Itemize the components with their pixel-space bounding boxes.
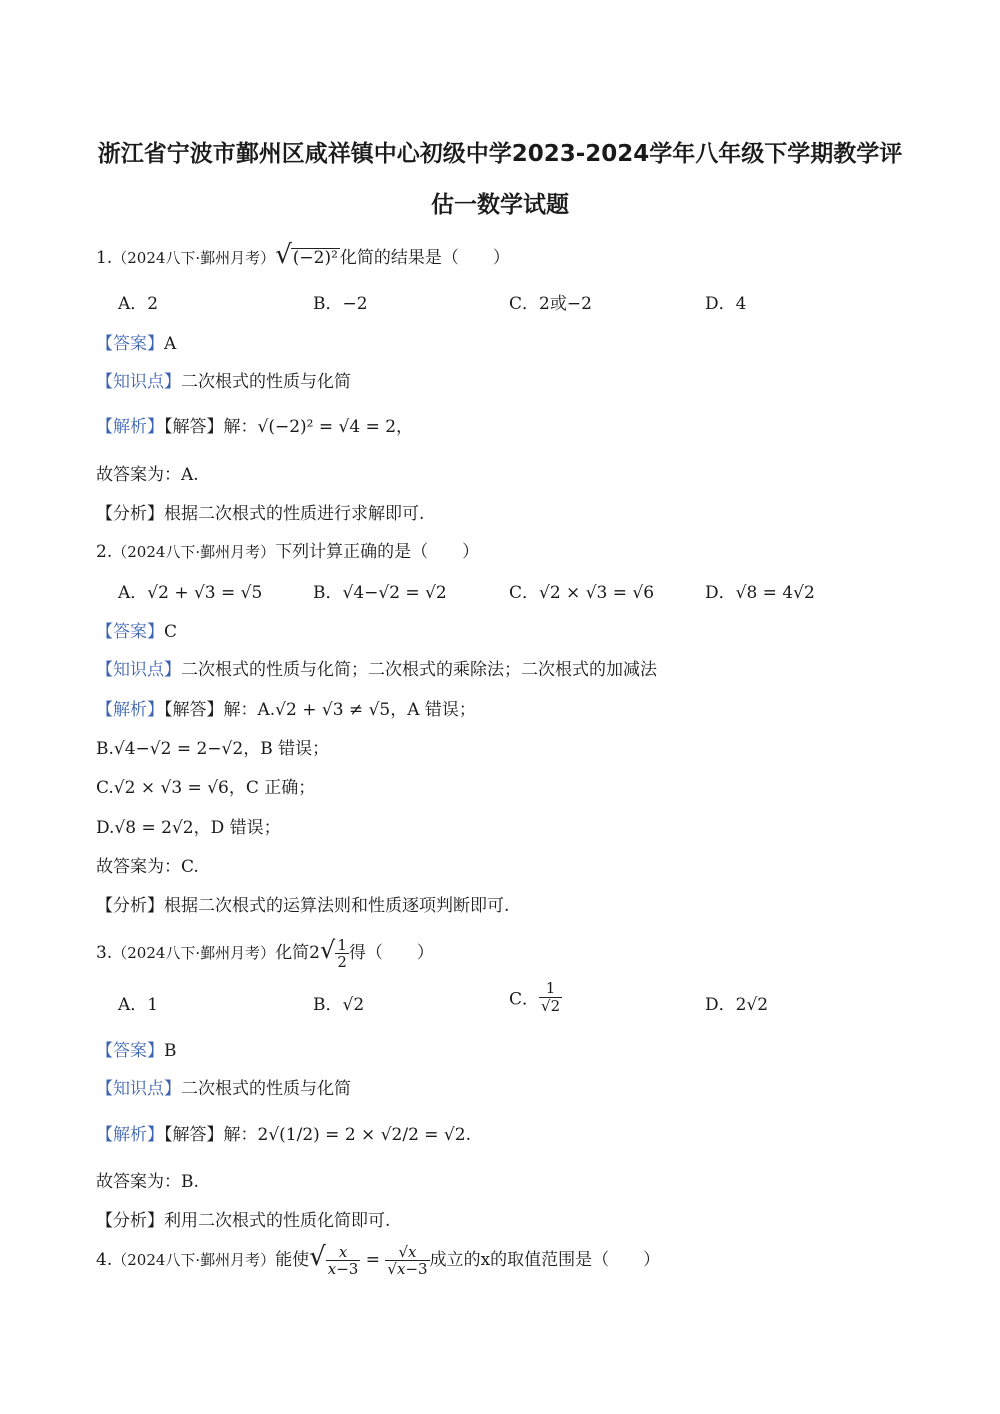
q2-solution-d: D.√8 = 2√2，D 错误； xyxy=(96,818,281,838)
q2-solution-c: C.√2 × √3 = √6，C 正确； xyxy=(96,778,316,798)
q3-conclusion: 故答案为：B. xyxy=(96,1172,199,1192)
q3-option-a: A．1 xyxy=(118,995,159,1015)
q1-option-b: B．−2 xyxy=(313,294,368,314)
document-title-line2: 估一数学试题 xyxy=(431,192,569,218)
q2-solution-b: B.√4−√2 = 2−√2，B 错误； xyxy=(96,739,330,759)
q2-knowledge: 【知识点】二次根式的性质与化简；二次根式的乘除法；二次根式的加减法 xyxy=(96,660,657,680)
question-stem: 化简的结果是（ ） xyxy=(339,248,510,268)
q3-analysis: 【分析】利用二次根式的性质化简即可. xyxy=(96,1211,391,1231)
q2-solution-a: 【解析】【解答】解：A.√2 + √3 ≠ √5，A 错误； xyxy=(96,700,476,720)
q1-analysis: 【分析】根据二次根式的性质进行求解即可. xyxy=(96,504,425,524)
q3-option-b: B．√2 xyxy=(313,995,365,1015)
q2-option-b: B．√4−√2 = √2 xyxy=(313,583,447,603)
q1-solution: 【解析】【解答】解：√(−2)² = √4 = 2， xyxy=(96,417,414,437)
q3-option-d: D．2√2 xyxy=(705,995,769,1015)
q2-option-a: A．√2 + √3 = √5 xyxy=(118,583,263,603)
question-1: 1.（2024八下·鄞州月考）√(−2)² 化简的结果是（ ） xyxy=(96,240,510,270)
radicand: (−2)² xyxy=(292,248,338,268)
question-number: 1. xyxy=(96,248,113,268)
q3-option-c: C． $\frac{1}{√2}$ xyxy=(509,979,561,1015)
question-source: （2024八下·鄞州月考） xyxy=(112,249,276,267)
question-4: 4.（2024八下·鄞州月考）能使√ $\frac{x}{x-3}$ = $\frac{√x}{√x-3}$ 成立的x的取值范围是（ ） xyxy=(96,1242,661,1278)
question-3: 3.（2024八下·鄞州月考）化简2√ $\frac{1}{2}$ 得（ ） xyxy=(96,935,434,971)
q2-option-d: D．√8 = 4√2 xyxy=(705,583,815,603)
fraction-one-half: $\frac{1}{2}$ xyxy=(337,935,347,971)
q1-knowledge: 【知识点】二次根式的性质与化简 xyxy=(96,372,351,392)
q1-option-d: D．4 xyxy=(705,294,747,314)
question-2: 2.（2024八下·鄞州月考）下列计算正确的是（ ） xyxy=(96,542,480,562)
q3-solution: 【解析】【解答】解：2√(1/2) = 2 × √2/2 = √2. xyxy=(96,1125,471,1145)
q3-knowledge: 【知识点】二次根式的性质与化简 xyxy=(96,1079,351,1099)
q3-answer: 【答案】B xyxy=(96,1041,177,1061)
q1-option-c: C．2或−2 xyxy=(509,294,592,314)
fraction-x-over-x-minus-3: $\frac{x}{x-3}$ xyxy=(327,1242,359,1278)
fraction-one-over-root2: $\frac{1}{√2}$ xyxy=(541,979,561,1015)
q2-conclusion: 故答案为：C. xyxy=(96,857,199,877)
fraction-rootx-over-root-x-minus-3: $\frac{√x}{√x-3}$ xyxy=(387,1242,428,1278)
document-title-line1: 浙江省宁波市鄞州区咸祥镇中心初级中学2023-2024学年八年级下学期教学评 xyxy=(97,141,903,167)
q1-answer: 【答案】A xyxy=(96,334,177,354)
q1-conclusion: 故答案为：A. xyxy=(96,465,199,485)
q2-answer: 【答案】C xyxy=(96,622,178,642)
q2-option-c: C．√2 × √3 = √6 xyxy=(509,583,655,603)
q2-analysis: 【分析】根据二次根式的运算法则和性质逐项判断即可. xyxy=(96,896,510,916)
q1-option-a: A．2 xyxy=(118,294,159,314)
